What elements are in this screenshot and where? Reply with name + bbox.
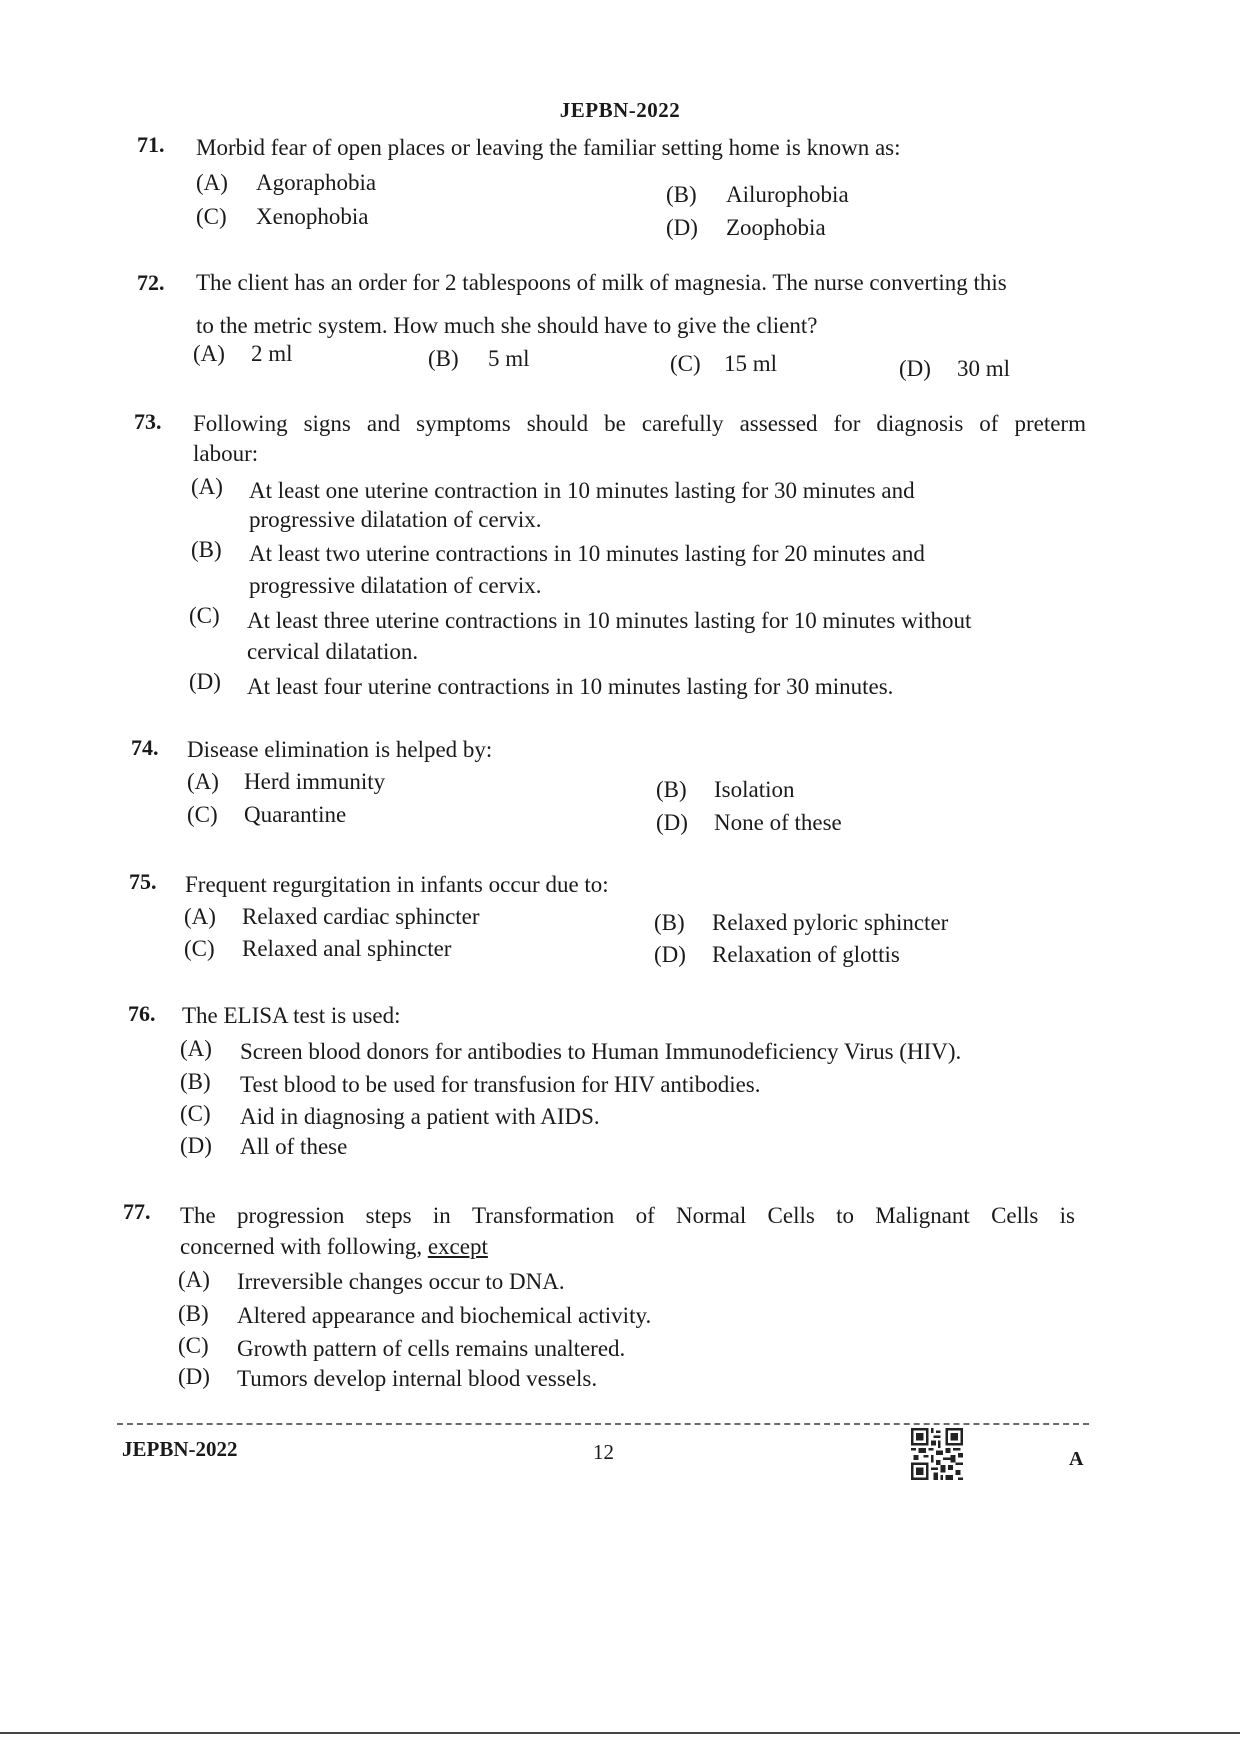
q77-option-d-text: Tumors develop internal blood vessels. [237,1366,598,1391]
q76-option-c-letter: (C) [180,1101,211,1126]
question-77-except-word: except [427,1234,488,1259]
word: preterm [1014,411,1086,436]
question-75-text: Frequent regurgitation in infants occur due to: [185,872,609,897]
q77-option-d-letter: (D) [178,1364,210,1389]
q75-option-b-text: Relaxed pyloric sphincter [712,910,949,935]
word: symptoms [416,411,511,436]
question-74-text: Disease elimination is helped by: [187,737,493,762]
question-73-text-line-2: labour: [193,441,259,466]
q73-option-c-line-1: At least three uterine contractions in 10 minutes lasting for 10 minutes without [247,608,972,633]
footer-page-number: 12 [593,1440,614,1464]
q75-option-d-text: Relaxation of glottis [712,942,900,967]
q73-option-d-line-1: At least four uterine contractions in 10 minutes lasting for 30 minutes. [247,674,894,699]
word: of [979,411,999,436]
word: in [432,1203,451,1228]
q77-option-a-letter: (A) [178,1267,210,1292]
q72-option-b-text: 5 ml [488,346,530,371]
q71-option-a-letter: (A) [196,170,228,195]
q73-option-a-line-2: progressive dilatation of cervix. [249,507,542,532]
q77-option-b-letter: (B) [178,1301,209,1326]
word: diagnosis [876,411,964,436]
question-72-text-line-2: to the metric system. How much she should have to give the client? [196,313,818,338]
word: and [366,411,401,436]
footer-divider [117,1423,1089,1425]
q74-option-a-letter: (A) [187,769,219,794]
q74-option-d-text: None of these [714,810,842,835]
word: Cells [767,1203,815,1228]
word: Malignant [875,1203,970,1228]
q75-option-b-letter: (B) [654,910,685,935]
q74-option-c-text: Quarantine [244,802,347,827]
q76-option-d-text: All of these [240,1134,348,1159]
q76-option-c-text: Aid in diagnosing a patient with AIDS. [240,1104,600,1129]
q73-option-b-line-1: At least two uterine contractions in 10 minutes lasting for 20 minutes and [249,541,925,566]
word: to [836,1203,854,1228]
q75-option-c-text: Relaxed anal sphincter [242,936,452,961]
q73-option-b-letter: (B) [191,537,222,562]
q72-option-b-letter: (B) [428,346,459,371]
q73-option-a-line-1: At least one uterine contraction in 10 minutes lasting for 30 minutes and [249,478,915,503]
q72-option-c-text: 15 ml [724,351,778,376]
word: for [833,411,861,436]
q72-option-d-text: 30 ml [957,356,1011,381]
q71-option-c-letter: (C) [196,204,227,229]
word: carefully [641,411,724,436]
q74-option-c-letter: (C) [187,802,218,827]
q76-option-a-text: Screen blood donors for antibodies to Human Immunodeficiency Virus (HIV). [240,1039,962,1064]
question-71-text: Morbid fear of open places or leaving the familiar setting home is known as: [196,135,901,160]
word: Cells [991,1203,1039,1228]
q72-option-a-letter: (A) [193,341,225,366]
q75-option-a-letter: (A) [184,904,216,929]
question-77-text-line-2 [180,1234,488,1260]
q71-option-d-letter: (D) [666,215,698,240]
q73-option-c-line-2: cervical dilatation. [247,639,419,664]
q76-option-b-letter: (B) [180,1069,211,1094]
page-bottom-edge [0,1732,1240,1734]
q73-option-a-letter: (A) [191,474,223,499]
q71-option-c-text: Xenophobia [256,204,369,229]
q74-option-b-text: Isolation [714,777,795,802]
word: be [604,411,626,436]
question-76-text: The ELISA test is used: [182,1003,401,1028]
question-74-number: 74. [131,735,159,760]
q71-option-b-text: Ailurophobia [726,182,849,207]
q75-option-d-letter: (D) [654,942,686,967]
q74-option-d-letter: (D) [656,810,688,835]
question-77-text-line-2-main: concerned with following, [180,1234,423,1259]
question-73-number: 73. [134,409,162,434]
q71-option-b-letter: (B) [666,182,697,207]
q73-option-d-letter: (D) [189,669,221,694]
word: should [526,411,589,436]
word: of [635,1203,655,1228]
q77-option-b-text: Altered appearance and biochemical activity. [237,1303,652,1328]
qr-code-icon [911,1428,963,1480]
word: is [1059,1203,1075,1228]
q77-option-c-text: Growth pattern of cells remains unaltered. [237,1336,626,1361]
word: signs [303,411,351,436]
question-72-text-line-1: The client has an order for 2 tablespoons of milk of magnesia. The nurse converting this [196,270,1007,295]
q77-option-a-text: Irreversible changes occur to DNA. [237,1269,565,1294]
q72-option-c-letter: (C) [670,351,701,376]
page-header-title: JEPBN-2022 [559,98,681,122]
word: progression [237,1203,345,1228]
q77-option-c-letter: (C) [178,1333,209,1358]
footer-exam-code: JEPBN-2022 [122,1437,238,1461]
word: Transformation [472,1203,615,1228]
word: The [180,1203,216,1228]
q71-option-d-text: Zoophobia [726,215,826,240]
q76-option-d-letter: (D) [180,1133,212,1158]
word: assessed [739,411,818,436]
question-73-text-line-1 [193,411,1086,437]
q72-option-a-text: 2 ml [251,341,293,366]
q73-option-c-letter: (C) [189,603,220,628]
q73-option-b-line-2: progressive dilatation of cervix. [249,573,542,598]
question-77-number: 77. [123,1199,151,1224]
word: Normal [676,1203,747,1228]
q71-option-a-text: Agoraphobia [256,170,377,195]
q75-option-a-text: Relaxed cardiac sphincter [242,904,480,929]
question-72-number: 72. [137,270,165,295]
q76-option-b-text: Test blood to be used for transfusion for HIV antibodies. [240,1072,761,1097]
question-76-number: 76. [128,1001,156,1026]
q72-option-d-letter: (D) [899,356,931,381]
question-75-number: 75. [129,869,157,894]
q74-option-b-letter: (B) [656,777,687,802]
word: steps [365,1203,412,1228]
q76-option-a-letter: (A) [180,1036,212,1061]
footer-series-letter: A [1069,1448,1084,1470]
question-71-number: 71. [137,132,165,157]
question-77-text-line-1 [180,1203,1075,1229]
q75-option-c-letter: (C) [184,936,215,961]
q74-option-a-text: Herd immunity [244,769,386,794]
word: Following [193,411,288,436]
